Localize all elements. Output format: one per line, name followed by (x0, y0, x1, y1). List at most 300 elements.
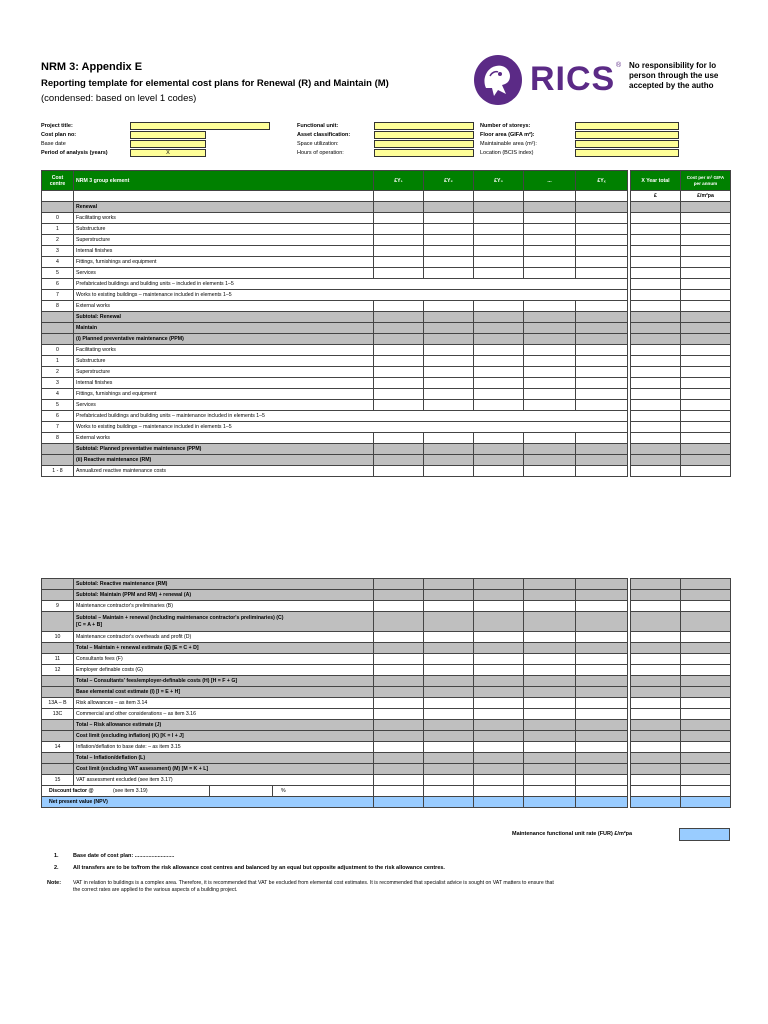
value-cell[interactable] (576, 224, 628, 235)
total-cell[interactable] (631, 202, 681, 213)
value-cell[interactable] (681, 290, 731, 301)
value-cell[interactable] (424, 334, 474, 345)
value-cell[interactable] (576, 312, 628, 323)
value-cell[interactable] (374, 312, 424, 323)
value-cell[interactable] (474, 389, 524, 400)
total-cell[interactable] (681, 753, 731, 764)
total-cell[interactable] (631, 433, 681, 444)
value-cell[interactable] (576, 400, 628, 411)
total-cell[interactable] (681, 579, 731, 590)
value-cell[interactable] (374, 301, 424, 312)
value-cell[interactable] (424, 709, 474, 720)
value-cell[interactable] (374, 202, 424, 213)
value-cell[interactable] (474, 444, 524, 455)
total-cell[interactable] (631, 731, 681, 742)
value-cell[interactable] (474, 202, 524, 213)
total-cell[interactable] (631, 224, 681, 235)
value-cell[interactable] (524, 433, 576, 444)
value-cell[interactable] (474, 742, 524, 753)
total-cell[interactable] (681, 590, 731, 601)
value-cell[interactable] (424, 698, 474, 709)
total-cell[interactable] (631, 367, 681, 378)
value-cell[interactable] (576, 590, 628, 601)
value-cell[interactable] (524, 224, 576, 235)
value-cell[interactable] (424, 742, 474, 753)
total-cell[interactable] (681, 246, 731, 257)
value-cell[interactable] (474, 632, 524, 643)
value-cell[interactable] (474, 455, 524, 466)
value-cell[interactable] (524, 698, 576, 709)
value-cell[interactable] (424, 367, 474, 378)
total-cell[interactable] (681, 775, 731, 786)
value-cell[interactable] (631, 422, 681, 433)
total-cell[interactable] (631, 579, 681, 590)
value-cell[interactable] (576, 665, 628, 676)
value-cell[interactable] (374, 742, 424, 753)
value-cell[interactable] (524, 235, 576, 246)
value-cell[interactable] (424, 775, 474, 786)
value-cell[interactable] (576, 687, 628, 698)
value-cell[interactable] (576, 257, 628, 268)
value-cell[interactable] (576, 466, 628, 477)
value-cell[interactable] (424, 312, 474, 323)
value-cell[interactable] (576, 775, 628, 786)
value-cell[interactable] (424, 202, 474, 213)
total-cell[interactable] (631, 709, 681, 720)
value-cell[interactable] (576, 632, 628, 643)
value-cell[interactable] (374, 444, 424, 455)
total-cell[interactable] (681, 345, 731, 356)
storeys-input[interactable] (575, 122, 679, 130)
page-note: (condensed: based on level 1 codes) (41, 93, 197, 104)
value-cell[interactable] (474, 213, 524, 224)
value-cell[interactable] (576, 345, 628, 356)
total-cell[interactable] (681, 676, 731, 687)
total-cell[interactable] (681, 356, 731, 367)
value-cell[interactable] (474, 601, 524, 612)
value-cell[interactable] (474, 764, 524, 775)
total-cell[interactable] (681, 720, 731, 731)
value-cell[interactable] (374, 455, 424, 466)
value-cell[interactable] (374, 709, 424, 720)
value-cell[interactable] (576, 378, 628, 389)
space-util-input[interactable] (374, 140, 474, 148)
value-cell[interactable] (576, 643, 628, 654)
value-cell[interactable] (524, 389, 576, 400)
total-cell[interactable] (631, 213, 681, 224)
total-cell[interactable] (631, 601, 681, 612)
total-cell[interactable] (681, 665, 731, 676)
value-cell[interactable] (374, 268, 424, 279)
value-cell[interactable] (474, 731, 524, 742)
total-cell[interactable] (681, 601, 731, 612)
value-cell[interactable] (524, 246, 576, 257)
floor-area-input[interactable] (575, 131, 679, 139)
total-cell[interactable] (631, 455, 681, 466)
value-cell[interactable] (524, 213, 576, 224)
total-cell[interactable] (681, 444, 731, 455)
total-cell[interactable] (681, 323, 731, 334)
value-cell[interactable] (576, 709, 628, 720)
value-cell[interactable] (424, 466, 474, 477)
project-title-input[interactable] (130, 122, 270, 130)
total-cell[interactable] (631, 400, 681, 411)
value-cell[interactable] (576, 753, 628, 764)
total-cell[interactable] (631, 612, 681, 632)
value-cell[interactable] (474, 268, 524, 279)
value-cell[interactable] (576, 612, 628, 632)
value-cell[interactable] (424, 720, 474, 731)
value-cell[interactable] (424, 400, 474, 411)
value-cell[interactable] (576, 654, 628, 665)
value-cell[interactable] (424, 654, 474, 665)
total-cell[interactable] (631, 643, 681, 654)
value-cell[interactable] (576, 389, 628, 400)
value-cell[interactable] (524, 579, 576, 590)
total-cell[interactable] (631, 378, 681, 389)
value-cell[interactable] (474, 400, 524, 411)
value-cell[interactable] (474, 334, 524, 345)
value-cell[interactable] (576, 720, 628, 731)
total-cell[interactable] (681, 764, 731, 775)
value-cell[interactable] (374, 601, 424, 612)
value-cell[interactable] (374, 764, 424, 775)
total-cell[interactable] (681, 202, 731, 213)
value-cell[interactable] (524, 323, 576, 334)
value-cell[interactable] (474, 312, 524, 323)
total-cell[interactable] (681, 742, 731, 753)
value-cell[interactable] (524, 720, 576, 731)
total-cell[interactable] (681, 731, 731, 742)
value-cell[interactable] (474, 643, 524, 654)
total-cell[interactable] (681, 466, 731, 477)
functional-unit-input[interactable] (374, 122, 474, 130)
value-cell[interactable] (374, 612, 424, 632)
value-cell[interactable] (424, 455, 474, 466)
value-cell[interactable] (424, 612, 474, 632)
value-cell[interactable] (576, 698, 628, 709)
total-cell[interactable] (631, 654, 681, 665)
table-row (42, 235, 731, 246)
total-cell[interactable] (631, 665, 681, 676)
total-cell[interactable] (681, 643, 731, 654)
total-cell[interactable] (681, 257, 731, 268)
value-cell[interactable] (474, 612, 524, 632)
value-cell[interactable] (374, 378, 424, 389)
value-cell[interactable] (474, 753, 524, 764)
value-cell[interactable] (424, 235, 474, 246)
value-cell[interactable] (524, 632, 576, 643)
value-cell[interactable] (524, 742, 576, 753)
value-cell[interactable] (374, 687, 424, 698)
value-cell[interactable] (524, 466, 576, 477)
total-cell[interactable] (681, 389, 731, 400)
value-cell[interactable] (424, 590, 474, 601)
value-cell[interactable] (374, 257, 424, 268)
value-cell[interactable] (474, 709, 524, 720)
location-input[interactable] (575, 149, 679, 157)
value-cell[interactable] (424, 213, 474, 224)
value-cell[interactable] (681, 411, 731, 422)
value-cell[interactable] (524, 356, 576, 367)
value-cell[interactable] (631, 279, 681, 290)
total-cell[interactable] (681, 334, 731, 345)
total-cell[interactable] (681, 268, 731, 279)
value-cell[interactable] (474, 323, 524, 334)
value-cell[interactable] (474, 775, 524, 786)
value-cell[interactable] (524, 654, 576, 665)
total-cell[interactable] (681, 367, 731, 378)
maintainable-area-input[interactable] (575, 140, 679, 148)
value-cell[interactable] (524, 753, 576, 764)
value-cell[interactable] (576, 202, 628, 213)
value-cell[interactable] (474, 378, 524, 389)
value-cell[interactable] (474, 590, 524, 601)
value-cell[interactable] (424, 665, 474, 676)
value-cell[interactable] (374, 753, 424, 764)
value-cell[interactable] (576, 676, 628, 687)
value-cell[interactable] (576, 742, 628, 753)
value-cell[interactable] (474, 301, 524, 312)
value-cell[interactable] (424, 268, 474, 279)
value-cell[interactable] (576, 235, 628, 246)
value-cell[interactable] (424, 632, 474, 643)
value-cell[interactable] (424, 444, 474, 455)
value-cell[interactable] (524, 312, 576, 323)
value-cell[interactable] (524, 378, 576, 389)
value-cell[interactable] (576, 444, 628, 455)
value-cell[interactable] (374, 334, 424, 345)
value-cell[interactable] (474, 367, 524, 378)
discount-input[interactable] (209, 786, 273, 796)
value-cell[interactable] (374, 775, 424, 786)
value-cell[interactable] (424, 345, 474, 356)
value-cell[interactable] (424, 676, 474, 687)
total-cell[interactable] (631, 775, 681, 786)
value-cell[interactable] (576, 356, 628, 367)
cost-plan-input[interactable] (130, 131, 206, 139)
total-cell[interactable] (631, 753, 681, 764)
table-row (42, 698, 731, 709)
total-cell[interactable] (631, 235, 681, 246)
total-cell[interactable] (681, 709, 731, 720)
value-cell[interactable] (424, 687, 474, 698)
value-cell[interactable] (374, 224, 424, 235)
value-cell[interactable] (524, 601, 576, 612)
value-cell[interactable] (576, 268, 628, 279)
value-cell[interactable] (576, 601, 628, 612)
total-cell[interactable] (681, 455, 731, 466)
value-cell[interactable] (524, 687, 576, 698)
value-cell[interactable] (576, 246, 628, 257)
value-cell[interactable] (424, 731, 474, 742)
value-cell[interactable] (474, 720, 524, 731)
value-cell[interactable] (374, 643, 424, 654)
total-cell[interactable] (631, 720, 681, 731)
value-cell[interactable] (424, 579, 474, 590)
total-cell[interactable] (681, 687, 731, 698)
total-cell[interactable] (631, 590, 681, 601)
total-cell[interactable] (681, 378, 731, 389)
cost-centre-code (42, 731, 74, 742)
total-cell[interactable] (681, 654, 731, 665)
value-cell[interactable] (424, 257, 474, 268)
value-cell[interactable] (424, 356, 474, 367)
total-cell[interactable] (631, 345, 681, 356)
value-cell[interactable] (524, 764, 576, 775)
value-cell[interactable] (576, 764, 628, 775)
value-cell[interactable] (474, 466, 524, 477)
value-cell[interactable] (474, 687, 524, 698)
value-cell[interactable] (576, 301, 628, 312)
total-cell[interactable] (681, 224, 731, 235)
value-cell[interactable] (424, 378, 474, 389)
hours-input[interactable] (374, 149, 474, 157)
value-cell[interactable] (576, 455, 628, 466)
period-input[interactable]: X (130, 149, 206, 157)
base-date-input[interactable] (130, 140, 206, 148)
asset-class-label: Asset classification: (297, 132, 351, 138)
total-cell[interactable] (631, 246, 681, 257)
value-cell[interactable] (374, 720, 424, 731)
total-cell[interactable] (631, 257, 681, 268)
value-cell[interactable] (576, 579, 628, 590)
value-cell[interactable] (374, 698, 424, 709)
value-cell[interactable] (576, 433, 628, 444)
value-cell[interactable] (576, 731, 628, 742)
value-cell[interactable] (576, 367, 628, 378)
value-cell[interactable] (631, 290, 681, 301)
value-cell[interactable] (374, 323, 424, 334)
total-cell[interactable] (681, 400, 731, 411)
value-cell[interactable] (424, 764, 474, 775)
value-cell[interactable] (374, 466, 424, 477)
total-cell[interactable] (631, 356, 681, 367)
total-cell[interactable] (681, 213, 731, 224)
total-cell[interactable] (681, 312, 731, 323)
value-cell[interactable] (374, 367, 424, 378)
value-cell[interactable] (524, 268, 576, 279)
value-cell[interactable] (474, 235, 524, 246)
value-cell[interactable] (424, 224, 474, 235)
value-cell[interactable] (631, 411, 681, 422)
value-cell[interactable] (524, 612, 576, 632)
value-cell[interactable] (374, 590, 424, 601)
value-cell[interactable] (374, 579, 424, 590)
value-cell[interactable] (374, 731, 424, 742)
value-cell[interactable] (524, 301, 576, 312)
value-cell[interactable] (374, 632, 424, 643)
value-cell[interactable] (424, 433, 474, 444)
value-cell[interactable] (474, 224, 524, 235)
value-cell[interactable] (576, 213, 628, 224)
total-cell[interactable] (681, 433, 731, 444)
value-cell[interactable] (524, 455, 576, 466)
value-cell[interactable] (524, 731, 576, 742)
total-cell[interactable] (631, 632, 681, 643)
value-cell[interactable] (524, 202, 576, 213)
total-cell[interactable] (631, 334, 681, 345)
value-cell[interactable] (524, 334, 576, 345)
value-cell[interactable] (524, 345, 576, 356)
value-cell[interactable] (524, 444, 576, 455)
value-cell[interactable] (524, 665, 576, 676)
value-cell[interactable] (374, 213, 424, 224)
value-cell[interactable] (424, 601, 474, 612)
value-cell[interactable] (374, 665, 424, 676)
asset-class-input[interactable] (374, 131, 474, 139)
value-cell[interactable] (424, 301, 474, 312)
value-cell[interactable] (474, 676, 524, 687)
total-cell[interactable] (631, 301, 681, 312)
total-cell[interactable] (681, 301, 731, 312)
value-cell[interactable] (681, 422, 731, 433)
value-cell[interactable] (524, 643, 576, 654)
value-cell[interactable] (374, 235, 424, 246)
value-cell[interactable] (424, 323, 474, 334)
value-cell[interactable] (474, 257, 524, 268)
value-cell[interactable] (474, 665, 524, 676)
value-cell[interactable] (474, 345, 524, 356)
total-cell[interactable] (631, 698, 681, 709)
value-cell[interactable] (474, 654, 524, 665)
value-cell[interactable] (474, 433, 524, 444)
value-cell[interactable] (374, 676, 424, 687)
value-cell[interactable] (424, 246, 474, 257)
value-cell[interactable] (374, 654, 424, 665)
value-cell[interactable] (474, 698, 524, 709)
value-cell[interactable] (474, 246, 524, 257)
total-cell[interactable] (681, 235, 731, 246)
value-cell[interactable] (524, 709, 576, 720)
total-cell[interactable] (681, 612, 731, 632)
value-cell[interactable] (474, 579, 524, 590)
value-cell[interactable] (681, 279, 731, 290)
total-cell[interactable] (631, 742, 681, 753)
total-cell[interactable] (631, 764, 681, 775)
value-cell[interactable] (576, 323, 628, 334)
value-cell[interactable] (424, 643, 474, 654)
total-cell[interactable] (631, 323, 681, 334)
value-cell[interactable] (524, 400, 576, 411)
total-cell[interactable] (631, 389, 681, 400)
value-cell[interactable] (524, 367, 576, 378)
value-cell[interactable] (474, 356, 524, 367)
value-cell[interactable] (374, 246, 424, 257)
value-cell[interactable] (524, 590, 576, 601)
total-cell[interactable] (631, 676, 681, 687)
total-cell[interactable] (681, 632, 731, 643)
value-cell[interactable] (374, 400, 424, 411)
mfur-value-cell[interactable] (679, 828, 730, 841)
value-cell[interactable] (374, 389, 424, 400)
total-cell[interactable] (631, 268, 681, 279)
value-cell[interactable] (374, 433, 424, 444)
value-cell[interactable] (424, 389, 474, 400)
total-cell[interactable] (631, 466, 681, 477)
total-cell[interactable] (631, 687, 681, 698)
total-cell[interactable] (681, 698, 731, 709)
value-cell[interactable] (374, 356, 424, 367)
value-cell[interactable] (424, 753, 474, 764)
value-cell[interactable] (374, 345, 424, 356)
value-cell[interactable] (524, 257, 576, 268)
total-cell[interactable] (631, 444, 681, 455)
value-cell[interactable] (576, 334, 628, 345)
total-cell[interactable] (631, 312, 681, 323)
value-cell[interactable] (524, 676, 576, 687)
value-cell[interactable] (524, 775, 576, 786)
